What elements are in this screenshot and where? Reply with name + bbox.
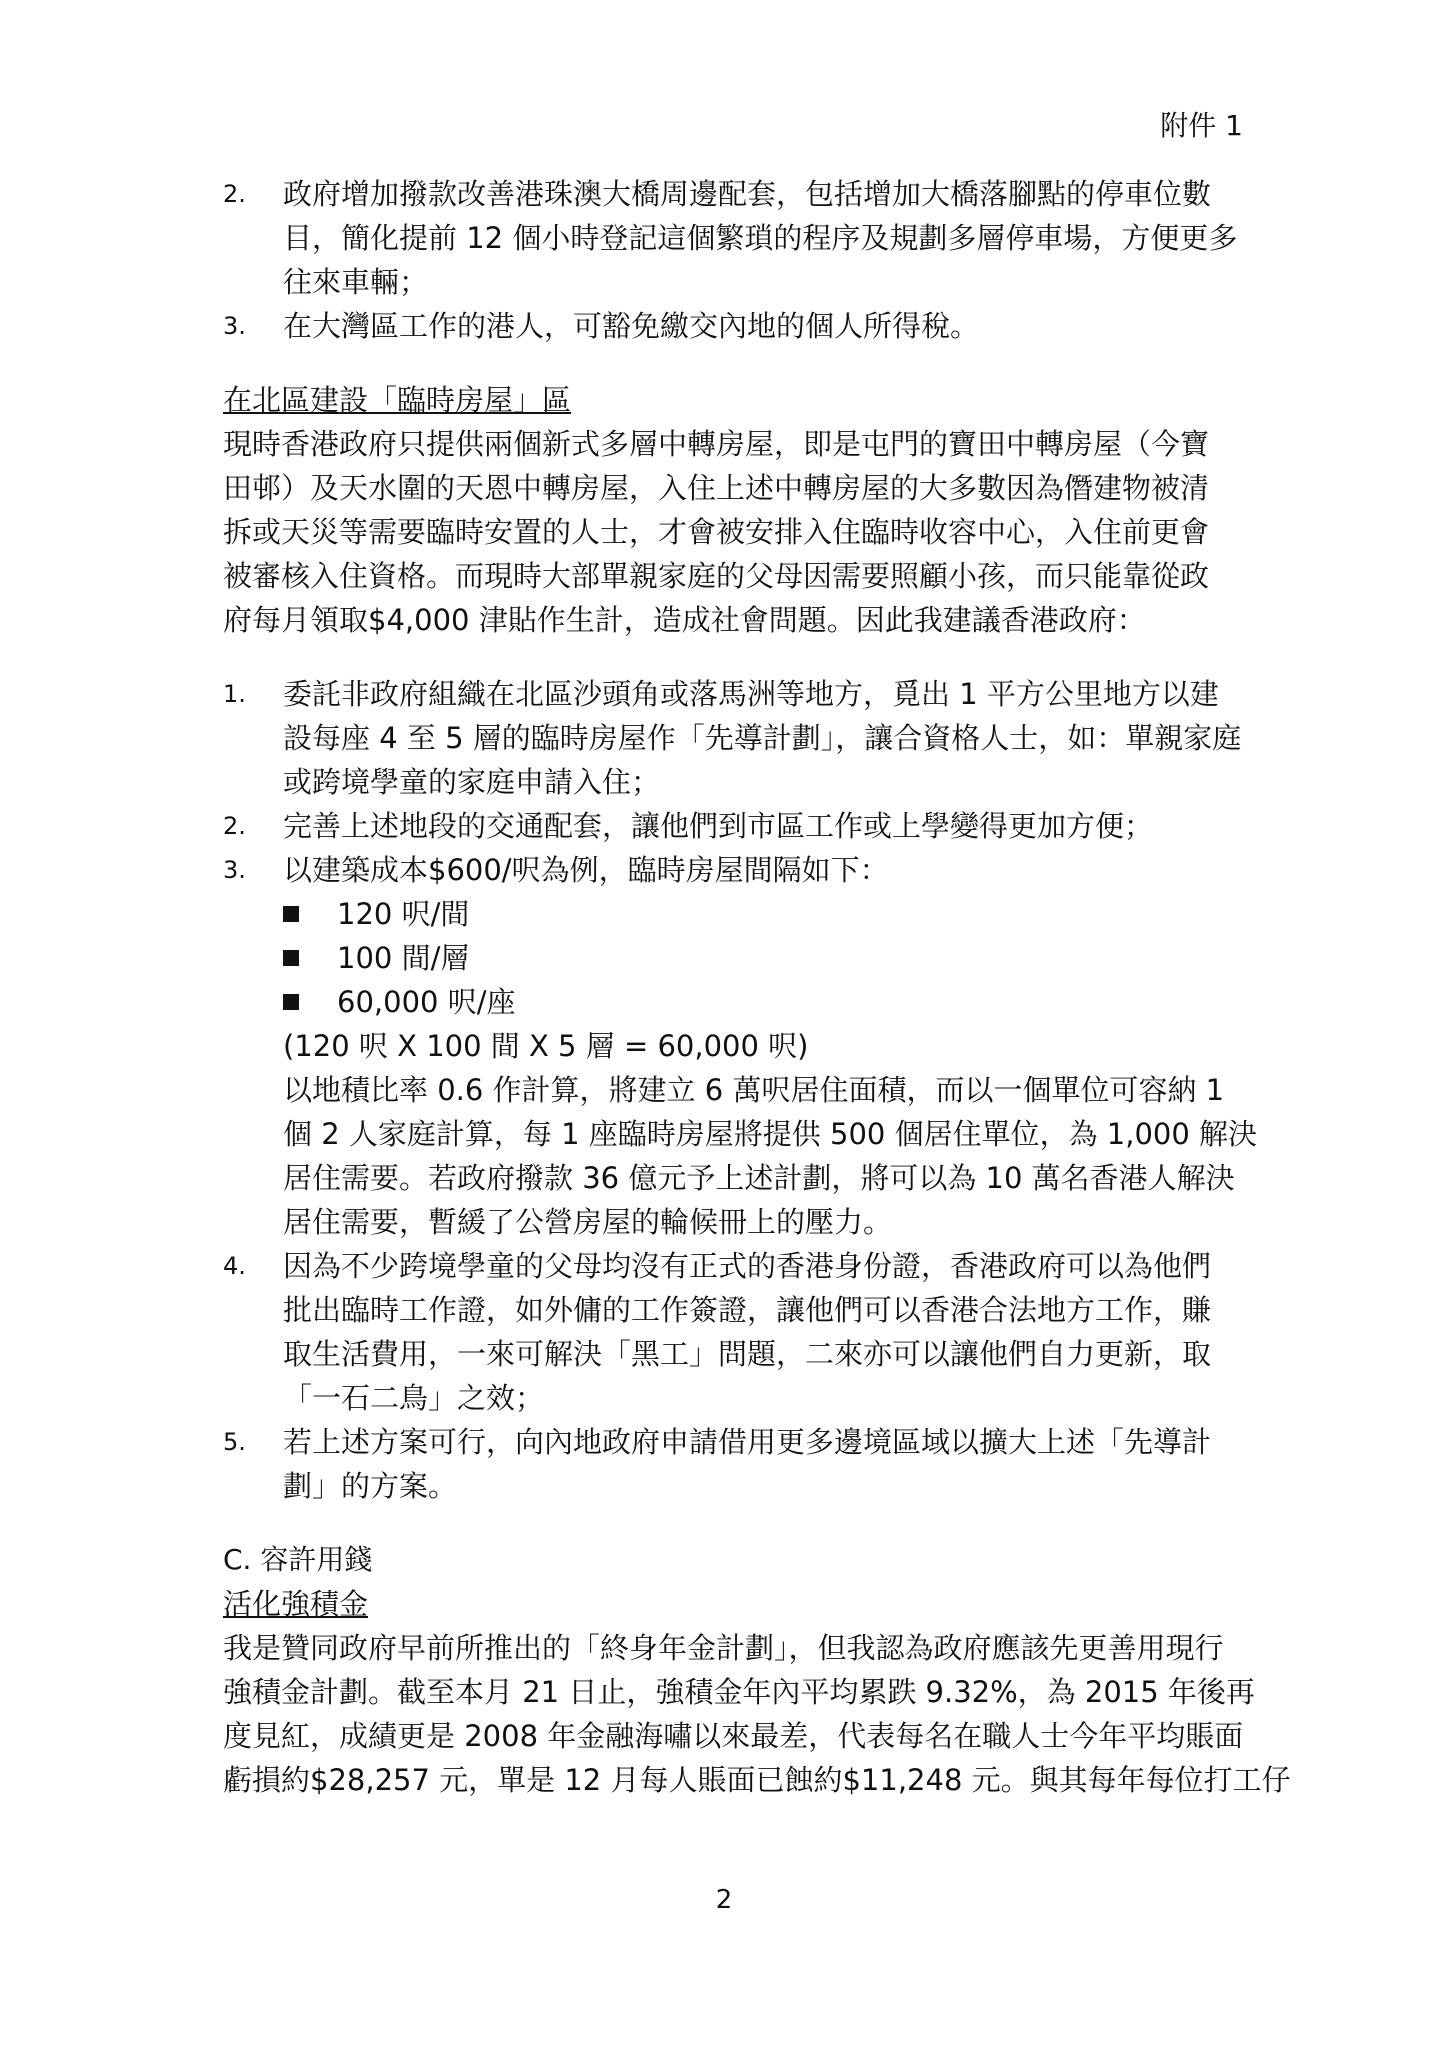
item-line: 或跨境學童的家庭申請入住； [283,765,661,799]
paragraph-line: 府每月領取$4,000 津貼作生計，造成社會問題。因此我建議香港政府： [223,603,1146,637]
bullet-text: 120 呎/間 [337,897,470,931]
paragraph-line: 度見紅，成績更是 2008 年金融海嘯以來最差，代表每名在職人士今年平均賬面 [223,1719,1244,1753]
paragraph-line: 虧損約$28,257 元，單是 12 月每人賬面已蝕約$11,248 元。與其每年每位打工仔 [223,1763,1291,1797]
calc-line: 個 2 人家庭計算，每 1 座臨時房屋將提供 500 個居住單位，為 1,000 解決 [283,1117,1258,1151]
item-number: 2. [223,180,246,208]
bullet-text: 100 間/層 [337,941,470,975]
list-item [223,1244,1233,1420]
list-item [223,1420,1233,1508]
item-number: 2. [223,812,246,840]
paragraph-line: 我是贊同政府早前所推出的「終身年金計劃」，但我認為政府應該先更善用現行 [223,1631,1224,1665]
document-body [223,172,1291,1802]
page-number: 2 [715,1885,733,1915]
list-a [223,172,1238,348]
housing-list [223,672,1258,1508]
calc-block [283,1024,1258,1244]
calc-line: 以地積比率 0.6 作計算，將建立 6 萬呎居住面積，而以一個單位可容納 1 [283,1073,1225,1107]
list-item [223,848,1233,892]
calc-line: 居住需要，暫緩了公營房屋的輪候冊上的壓力。 [283,1205,893,1239]
section-heading-housing: 在北區建設「臨時房屋」區 [223,383,572,417]
item-line: 「一石二鳥」之效； [283,1381,545,1415]
item-line: 若上述方案可行，向內地政府申請借用更多邊境區域以擴大上述「先導計 [283,1425,1212,1459]
paragraph-line: 強積金計劃。截至本月 21 日止，強積金年內平均累跌 9.32%，為 2015 年後再 [223,1675,1255,1709]
item-line: 委託非政府組織在北區沙頭角或落馬洲等地方，覓出 1 平方公里地方以建 [283,677,1219,711]
list-item [223,304,1233,348]
square-bullet-icon [283,950,299,966]
item-line: 目，簡化提前 12 個小時登記這個繁瑣的程序及規劃多層停車場，方便更多 [283,221,1238,255]
square-bullet-icon [283,994,299,1010]
calc-note: (120 呎 X 100 間 X 5 層 = 60,000 呎) [283,1029,809,1063]
item-line: 取生活費用，一來可解決「黑工」問題，二來亦可以讓他們自力更新，取 [283,1337,1212,1371]
item-line: 以建築成本$600/呎為例，臨時房屋間隔如下： [283,853,889,887]
item-line: 往來車輛； [283,265,429,299]
item-line: 設每座 4 至 5 層的臨時房屋作「先導計劃」，讓合資格人士，如：單親家庭 [283,721,1242,755]
section-heading-mpf: 活化強積金 [223,1587,369,1621]
mpf-paragraph [223,1626,1291,1802]
item-line: 在大灣區工作的港人，可豁免繳交內地的個人所得稅。 [283,309,980,343]
item-number: 3. [223,312,246,340]
item-line: 政府增加撥款改善港珠澳大橋周邊配套，包括增加大橋落腳點的停車位數 [283,177,1212,211]
bullet-item [283,980,1233,1024]
housing-paragraph [223,422,1233,642]
paragraph-line: 現時香港政府只提供兩個新式多層中轉房屋，即是屯門的寶田中轉房屋（今寶 [223,427,1210,461]
item-number: 3. [223,856,246,884]
paragraph-line: 田邨）及天水圍的天恩中轉房屋，入住上述中轉房屋的大多數因為僭建物被清 [223,471,1210,505]
item-number: 1. [223,680,246,708]
list-item [223,672,1242,804]
list-item [223,172,1238,304]
item-number: 4. [223,1252,246,1280]
bullet-text: 60,000 呎/座 [337,985,516,1019]
bullet-item [283,936,1233,980]
item-line: 因為不少跨境學童的父母均沒有正式的香港身份證，香港政府可以為他們 [283,1249,1212,1283]
section-label-c: C. 容許用錢 [223,1543,373,1576]
paragraph-line: 拆或天災等需要臨時安置的人士，才會被安排入住臨時收容中心，入住前更會 [223,515,1210,549]
item-line: 完善上述地段的交通配套，讓他們到市區工作或上學變得更加方便； [283,809,1154,843]
list-item [223,804,1233,848]
item-line: 劃」的方案。 [283,1469,458,1503]
calc-line: 居住需要。若政府撥款 36 億元予上述計劃，將可以為 10 萬名香港人解決 [283,1161,1235,1195]
square-bullet-icon [283,906,299,922]
bullet-item [283,892,1233,936]
item-line: 批出臨時工作證，如外傭的工作簽證，讓他們可以香港合法地方工作，賺 [283,1293,1212,1327]
item-number: 5. [223,1428,246,1456]
annex-label: 附件 1 [1160,109,1243,142]
paragraph-line: 被審核入住資格。而現時大部單親家庭的父母因需要照顧小孩，而只能靠從政 [223,559,1210,593]
